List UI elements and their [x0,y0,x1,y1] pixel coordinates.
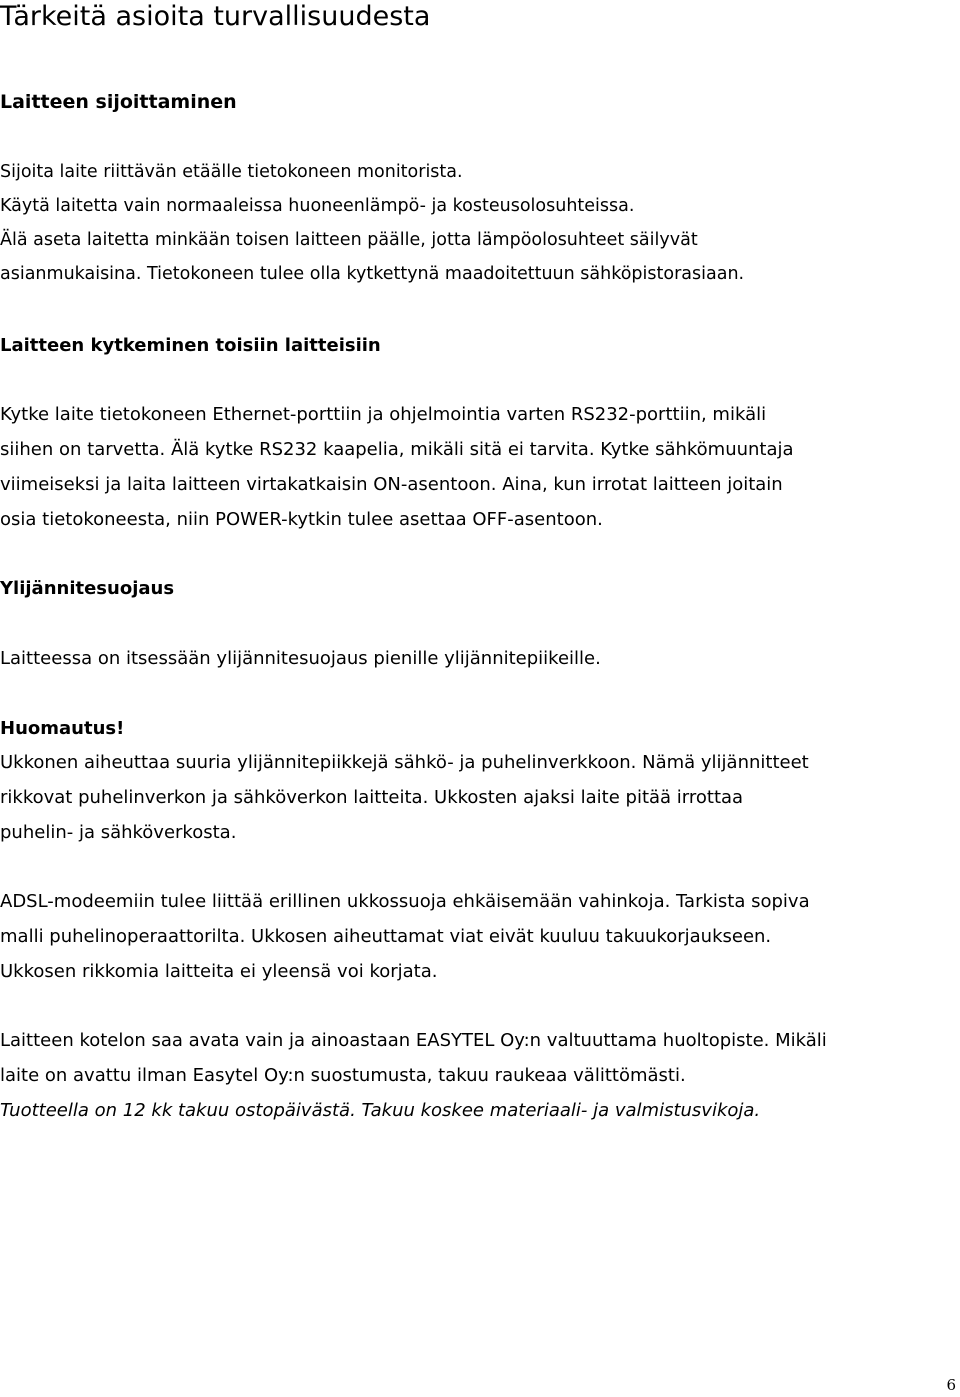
text-line: viimeiseksi ja laita laitteen virtakatkaisin ON-asentoon. Aina, kun irrotat laitteen joitain [0,474,783,495]
paragraph-device-connecting [0,397,794,537]
paragraph-device-placement [0,155,744,291]
text-line: ADSL-modeemiin tulee liittää erillinen ukkossuoja ehkäisemään vahinkoja. Tarkista sopiva [0,891,810,912]
text-line: Kytke laite tietokoneen Ethernet-porttiin ja ohjelmointia varten RS232-porttiin, mikäli [0,404,767,425]
page-number: 6 [946,1376,956,1394]
heading-surge-protection: Ylijännitesuojaus [0,578,175,599]
text-line: Älä aseta laitetta minkään toisen laitteen päälle, jotta lämpöolosuhteet säilyvät [0,230,698,250]
text-line: asianmukaisina. Tietokoneen tulee olla kytkettynä maadoitettuun sähköpistorasiaan. [0,264,745,284]
text-line: osia tietokoneesta, niin POWER-kytkin tulee asettaa OFF-asentoon. [0,509,603,530]
text-line: siihen on tarvetta. Älä kytke RS232 kaapelia, mikäli sitä ei tarvita. Kytke sähkömuuntaja [0,439,794,460]
text-line: Laitteessa on itsessään ylijännitesuojaus pienille ylijännitepiikeille. [0,648,601,669]
heading-notice: Huomautus! [0,718,125,739]
text-line: Ukkosen rikkomia laitteita ei yleensä voi korjata. [0,961,438,982]
text-line: Sijoita laite riittävän etäälle tietokoneen monitorista. [0,162,463,182]
text-line: Käytä laitetta vain normaaleissa huoneenlämpö- ja kosteusolosuhteissa. [0,196,635,216]
text-line: laite on avattu ilman Easytel Oy:n suostumusta, takuu raukeaa välittömästi. [0,1065,686,1086]
text-line: Laitteen kotelon saa avata vain ja ainoastaan EASYTEL Oy:n valtuuttama huoltopiste. Mikäli [0,1030,827,1051]
text-line: puhelin- ja sähköverkosta. [0,822,237,843]
paragraph-adsl [0,884,810,989]
paragraph-warranty [0,1023,827,1128]
paragraph-surge-protection [0,641,601,676]
text-line: rikkovat puhelinverkon ja sähköverkon laitteita. Ukkosten ajaksi laite pitää irrottaa [0,787,744,808]
text-line: Ukkonen aiheuttaa suuria ylijännitepiikkejä sähkö- ja puhelinverkkoon. Nämä ylijännitteet [0,752,809,773]
page-title: Tärkeitä asioita turvallisuudesta [0,1,431,32]
paragraph-notice [0,745,809,850]
warranty-terms-italic: Tuotteella on 12 kk takuu ostopäivästä. Takuu koskee materiaali- ja valmistusvikoja. [0,1100,761,1121]
heading-device-placement: Laitteen sijoittaminen [0,91,237,113]
text-line: malli puhelinoperaattorilta. Ukkosen aiheuttamat viat eivät kuuluu takuukorjaukseen. [0,926,772,947]
heading-device-connecting: Laitteen kytkeminen toisiin laitteisiin [0,335,381,356]
